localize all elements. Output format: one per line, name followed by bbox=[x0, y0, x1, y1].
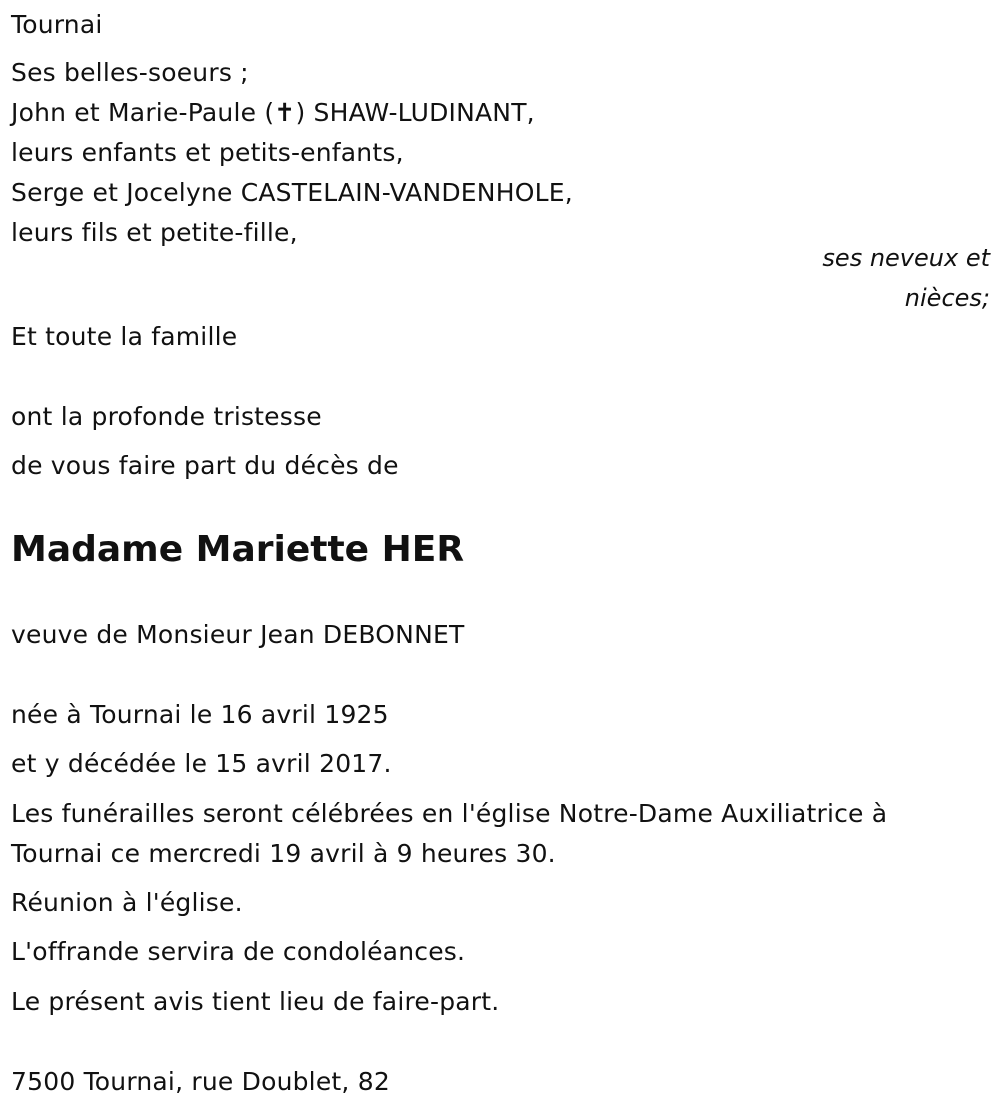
meeting-info: Réunion à l'église. bbox=[11, 888, 243, 917]
cross-icon: ✝ bbox=[274, 98, 296, 127]
funeral-line-2: Tournai ce mercredi 19 avril à 9 heures 30. bbox=[11, 839, 556, 868]
address: 7500 Tournai, rue Doublet, 82 bbox=[11, 1067, 390, 1096]
birth-info: née à Tournai le 16 avril 1925 bbox=[11, 700, 389, 729]
nephews-line-1: ses neveux et bbox=[822, 244, 990, 272]
nephews-line-2: nièces; bbox=[904, 284, 990, 312]
family-line-grandchildren: leurs fils et petite-fille, bbox=[11, 218, 298, 247]
whole-family: Et toute la famille bbox=[11, 322, 238, 351]
widow-of: veuve de Monsieur Jean DEBONNET bbox=[11, 620, 465, 649]
family-line-children: leurs enfants et petits-enfants, bbox=[11, 138, 404, 167]
family-couple-1 bbox=[11, 98, 535, 128]
deceased-name: Madame Mariette HER bbox=[11, 529, 465, 570]
city-heading: Tournai bbox=[11, 10, 103, 39]
family-intro: Ses belles-soeurs ; bbox=[11, 58, 249, 87]
offering-info: L'offrande servira de condoléances. bbox=[11, 937, 466, 966]
couple-1-prefix: John et Marie-Paule ( bbox=[11, 98, 275, 127]
death-info: et y décédée le 15 avril 2017. bbox=[11, 749, 392, 778]
funeral-line-1: Les funérailles seront célébrées en l'église Notre-Dame Auxiliatrice à bbox=[11, 799, 888, 828]
family-couple-2: Serge et Jocelyne CASTELAIN-VANDENHOLE, bbox=[11, 178, 573, 207]
announcement-line-2: de vous faire part du décès de bbox=[11, 451, 399, 480]
announcement-line-1: ont la profonde tristesse bbox=[11, 402, 322, 431]
notice-info: Le présent avis tient lieu de faire-part. bbox=[11, 987, 500, 1016]
couple-1-suffix: ) SHAW-LUDINANT, bbox=[295, 98, 535, 127]
